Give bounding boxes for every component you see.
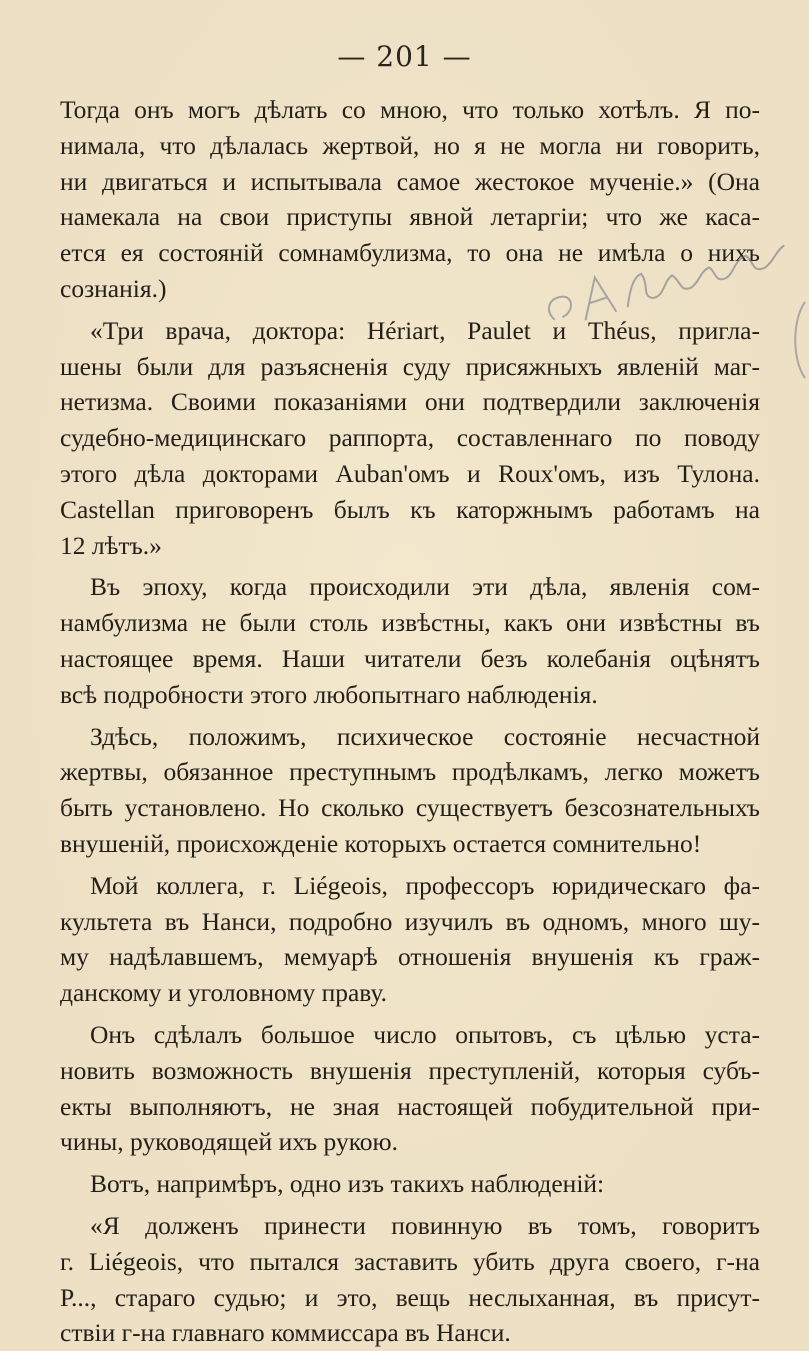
text-line: намбулизма не были столь извѣстны, какъ они извѣстны въ: [60, 608, 760, 638]
text-line: внушеній, происхожденіе которыхъ остается сомнительно!: [60, 828, 702, 858]
text-line: г. Liégeois, что пытался заставить убить друга своего, г-на: [60, 1246, 760, 1276]
text-line: ется ея состояній сомнамбулизма, то она не имѣла о нихъ: [60, 238, 760, 268]
text-line: жертвы, обязанное преступнымъ продѣлкамъ, легко можетъ: [60, 757, 760, 787]
text-line: нимала, что дѣлалась жертвой, но я не могла ни говорить,: [60, 130, 760, 160]
text-line: Castellan приговоренъ былъ къ каторжнымъ работамъ на: [60, 494, 760, 524]
text-line: быть установлено. Но сколько существуетъ безсознательныхъ: [60, 793, 760, 823]
text-line: ни двигаться и испытывала самое жестокое мученіе.» (Она: [60, 166, 760, 196]
text-line: Вотъ, напримѣръ, одно изъ такихъ наблюденій:: [90, 1169, 605, 1199]
page-number: — 201 —: [337, 40, 472, 73]
text-line: «Три врача, доктора: Hériart, Paulet и Théus, пригла-: [90, 315, 760, 345]
text-line: Мой коллега, г. Liégeois, профессоръ юридическаго фа-: [90, 870, 760, 900]
text-line: данскому и уголовному праву.: [60, 978, 388, 1008]
text-line: ствіи г-на главнаго коммиссара въ Нанси.: [60, 1318, 511, 1348]
text-line: му надѣлавшемъ, мемуарѣ отношенія внушенія къ граж-: [60, 942, 760, 972]
text-line: всѣ подробности этого любопытнаго наблюденія.: [60, 679, 598, 709]
text-line: «Я долженъ принести повинную въ томъ, говоритъ: [90, 1210, 760, 1240]
text-line: Здѣсь, положимъ, психическое состояніе несчастной: [90, 721, 760, 751]
text-line: новить возможность внушенія преступленій, которыя субъ-: [60, 1055, 760, 1085]
text-line: Въ эпоху, когда происходили эти дѣла, явленія сом-: [90, 572, 760, 602]
text-line: сознанія.): [60, 273, 167, 303]
text-line: культета въ Нанси, подробно изучилъ въ одномъ, много шу-: [60, 906, 760, 936]
text-line: екты выполняютъ, не зная настоящей побудительной при-: [60, 1091, 760, 1121]
text-line: нетизма. Своими показаніями они подтвердили заключенія: [60, 387, 760, 417]
margin-bracket-mark: [790, 300, 808, 380]
text-line: Р..., стараго судью; и это, вещь неслыханная, въ присут-: [60, 1282, 760, 1312]
text-line: Тогда онъ могъ дѣлать со мною, что только хотѣлъ. Я по-: [60, 95, 760, 124]
text-line: этого дѣла докторами Auban'омъ и Roux'омъ, изъ Тулона.: [60, 458, 760, 488]
text-line: судебно-медицинскаго раппорта, составленнаго по поводу: [60, 423, 760, 453]
text-line: настоящее время. Наши читатели безъ колебанія оцѣнятъ: [60, 643, 760, 673]
text-line: Онъ сдѣлалъ большое число опытовъ, съ цѣлью уста-: [90, 1019, 760, 1049]
text-line: шены были для разъясненія суду присяжныхъ явленій маг-: [60, 351, 760, 381]
text-line: 12 лѣтъ.»: [60, 530, 162, 560]
text-line: намекала на свои приступы явной летаргіи; что же каса-: [60, 202, 760, 232]
text-line: чины, руководящей ихъ рукою.: [60, 1127, 398, 1157]
